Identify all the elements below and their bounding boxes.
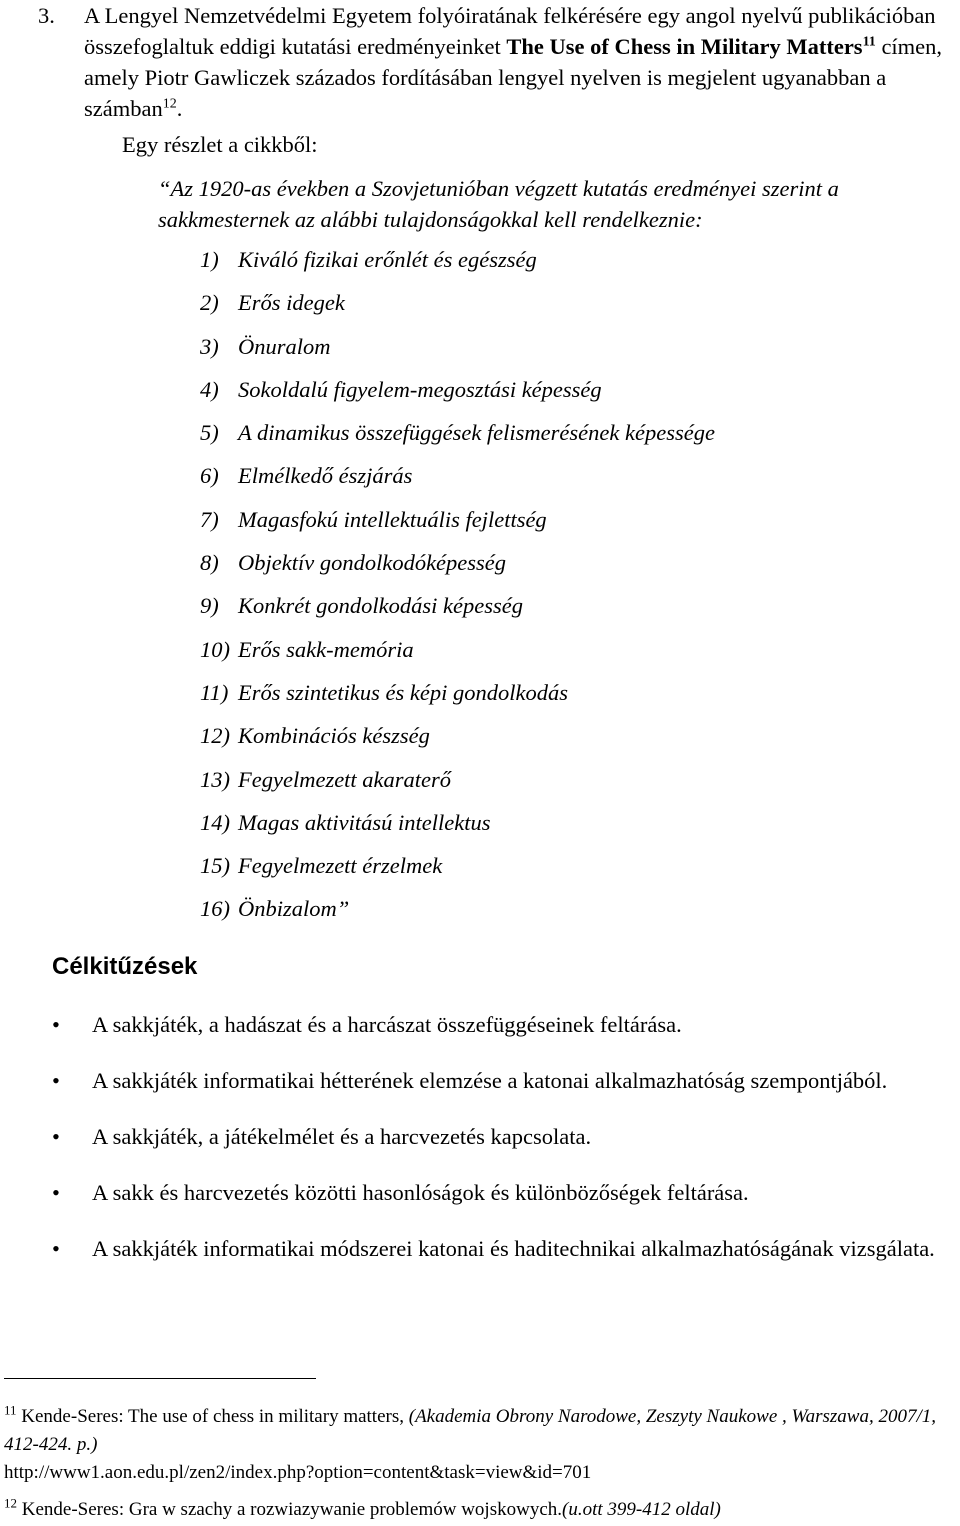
list-item-number: 14) xyxy=(200,809,230,835)
list-item-number: 1) xyxy=(200,247,219,272)
quote-list-item xyxy=(200,590,715,633)
goal-item xyxy=(52,1121,957,1152)
quote-list-item xyxy=(200,374,715,417)
goal-item xyxy=(52,1009,957,1040)
list-item-text: Sokoldalú figyelem-megosztási képesség xyxy=(238,376,602,402)
footnote-source: (u.ott 399-412 oldal) xyxy=(562,1499,721,1520)
bullet-icon: • xyxy=(52,1236,60,1261)
goal-text: A sakkjáték, a hadászat és a harcászat összefüggéseinek feltárása. xyxy=(92,1012,682,1037)
list-item-number: 12) xyxy=(200,723,230,749)
list-item-number: 10) xyxy=(200,636,230,662)
goal-item xyxy=(52,1177,957,1208)
list-item-text: Fegyelmezett akaraterő xyxy=(238,766,452,792)
list-item-text: Erős sakk-memória xyxy=(238,636,414,662)
list-item-text: A dinamikus összefüggések felismerésének képessége xyxy=(238,420,715,446)
list-item-number: 2) xyxy=(200,290,219,316)
list-item-text: Konkrét gondolkodási képesség xyxy=(238,593,523,619)
list-item-text: Fegyelmezett érzelmek xyxy=(238,853,443,879)
list-item-number: 15) xyxy=(200,853,230,879)
quote-list-item xyxy=(200,893,715,936)
goal-item xyxy=(52,1233,957,1264)
footnote-text: Kende-Seres: The use of chess in military matters, xyxy=(16,1406,409,1427)
list-item-text: Erős idegek xyxy=(238,290,345,316)
list-item-number: 11) xyxy=(200,679,229,705)
list-item-text: Erős szintetikus és képi gondolkodás xyxy=(238,679,568,705)
quote-text: “Az 1920-as években a Szovjetunióban végzett kutatás eredményei szerint a sakkmesternek az alábbi tulajdonságokkal kell rendelkeznie: xyxy=(158,176,839,232)
bullet-icon: • xyxy=(52,1012,60,1037)
excerpt-intro: Egy részlet a cikkből: xyxy=(122,132,318,157)
goal-text: A sakk és harcvezetés közötti hasonlóságok és különbözőségek feltárása. xyxy=(92,1180,749,1205)
footnote-ref-11: 11 xyxy=(862,34,876,50)
goal-text: A sakkjáték informatikai módszerei katonai és haditechnikai alkalmazhatóságának vizsgálata. xyxy=(92,1236,935,1261)
list-item-number: 9) xyxy=(200,593,219,619)
bullet-icon: • xyxy=(52,1124,60,1149)
quote-list-item xyxy=(200,504,715,547)
quote-list-item xyxy=(200,720,715,763)
quote-list-item xyxy=(200,460,715,503)
list-item-text: Magas aktivitású intellektus xyxy=(238,809,491,835)
quote-list-item xyxy=(200,677,715,720)
goals-heading: Célkitűzések xyxy=(52,953,198,980)
footnote-text: Kende-Seres: Gra w szachy a rozwiazywanie problemów wojskowych. xyxy=(17,1499,563,1520)
list-item-number: 8) xyxy=(200,550,219,576)
list-item-text: Önuralom xyxy=(238,333,331,359)
bullet-icon: • xyxy=(52,1068,60,1093)
bullet-icon: • xyxy=(52,1180,60,1205)
goal-text: A sakkjáték, a játékelmélet és a harcvezetés kapcsolata. xyxy=(92,1124,592,1149)
paragraph-end: . xyxy=(176,96,183,121)
quote-list-item xyxy=(200,850,715,893)
list-item-number: 3) xyxy=(200,333,219,359)
paragraph-text: A Lengyel Nemzetvédelmi Egyetem folyóiratának felkérésére egy angol nyelvű publikációban összefoglaltuk eddigi kutatási eredményeinket xyxy=(84,3,936,59)
list-item-number: 6) xyxy=(200,463,219,489)
quote-list-item xyxy=(200,807,715,850)
quote-list-item xyxy=(200,331,715,374)
footnote-source: (Akademia Obrony Narodowe, Zeszyty Naukowe , Warszawa, 2007/1, 412-424. p.) xyxy=(4,1406,936,1455)
quote-list-item xyxy=(200,764,715,807)
list-item-text: Kiváló fizikai erőnlét és egészség xyxy=(238,247,537,272)
paragraph-text-continued: címen, amely Piotr Gawliczek százados fordításában lengyel nyelven is megjelent ugyanabban a számban xyxy=(84,34,943,121)
quote-list-item xyxy=(200,244,715,287)
list-item-number: 7) xyxy=(200,506,219,532)
footnote-number: 12 xyxy=(4,1495,17,1511)
footnote-number: 11 xyxy=(4,1402,17,1418)
list-item-number: 13) xyxy=(200,766,230,792)
footnote-12 xyxy=(4,1496,954,1524)
article-title: The Use of Chess in Military Matters xyxy=(506,34,863,59)
quote-list-item xyxy=(200,634,715,677)
footnote-11 xyxy=(4,1403,954,1459)
footnote-ref-12: 12 xyxy=(162,96,177,112)
goal-item xyxy=(52,1065,957,1096)
footnote-url[interactable]: http://www1.aon.edu.pl/zen2/index.php?option=content&task=view&id=701 xyxy=(4,1462,592,1483)
footnote-divider xyxy=(4,1378,316,1379)
quote-list-item xyxy=(200,287,715,330)
quote-list xyxy=(200,244,715,937)
goals-list xyxy=(52,1009,957,1289)
section-number: 3. xyxy=(38,3,55,28)
section-paragraph xyxy=(84,0,954,124)
list-item-text: Magasfokú intellektuális fejlettség xyxy=(238,506,547,532)
goal-text: A sakkjáték informatikai hétterének elemzése a katonai alkalmazhatóság szempontjából. xyxy=(92,1068,888,1093)
list-item-text: Önbizalom” xyxy=(238,896,350,922)
list-item-text: Objektív gondolkodóképesség xyxy=(238,550,507,576)
quote-list-item xyxy=(200,417,715,460)
list-item-text: Elmélkedő észjárás xyxy=(238,463,413,489)
list-item-number: 16) xyxy=(200,896,230,922)
list-item-text: Kombinációs készség xyxy=(238,723,430,749)
quote-list-item xyxy=(200,547,715,590)
list-item-number: 4) xyxy=(200,376,219,402)
list-item-number: 5) xyxy=(200,420,219,446)
